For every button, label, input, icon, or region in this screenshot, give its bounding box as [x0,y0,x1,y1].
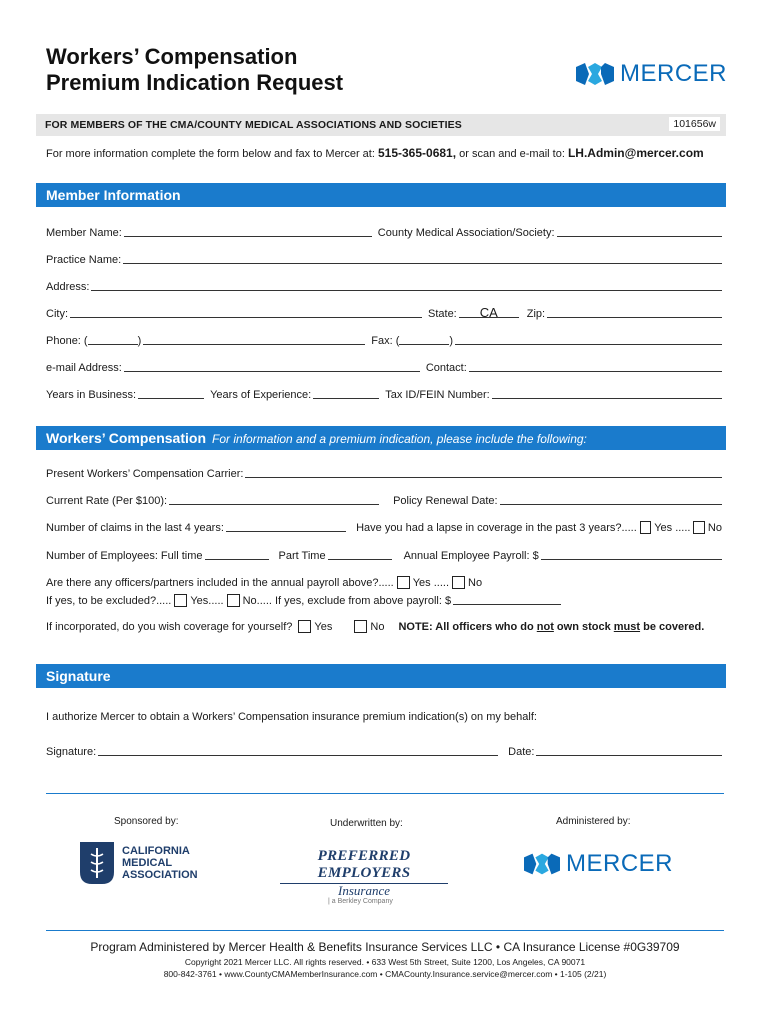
excluded-payroll-field[interactable] [453,593,561,605]
full-time-field[interactable] [205,548,269,560]
wc-subtitle: For information and a premium indication, please include the following: [212,432,587,446]
tax-id-label: Tax ID/FEIN Number: [385,389,490,401]
authorize-row [46,711,722,723]
officers-no-label: No [468,577,483,589]
claims-row [46,520,722,534]
page-title [46,44,343,96]
fax-paren: ) [449,335,454,347]
claims-label: Number of claims in the last 4 years: [46,522,224,534]
rate-row [46,493,722,507]
administered-by-label: Administered by: [556,816,631,827]
preferred-employers-logo [272,848,456,905]
sponsors-divider [46,793,724,794]
excluded-no-checkbox[interactable] [227,594,240,607]
years-row [46,387,722,401]
incorporated-yes-label: Yes [314,621,333,633]
cma-logo [80,842,198,884]
officers-row [46,576,722,589]
phone-row [46,333,722,347]
state-label: State: [428,308,457,320]
carrier-field[interactable] [245,466,722,478]
payroll-field[interactable] [541,548,722,560]
practice-label: Practice Name: [46,254,122,266]
note-not: not [536,621,554,633]
note-post: be covered. [640,621,705,633]
cma-logo-text [122,845,198,881]
fax-area-field[interactable] [399,333,449,345]
mercer-logo [576,60,727,88]
incorporated-row [46,620,722,633]
officers-yes-label: Yes ..... [412,577,450,589]
date-label: Date: [508,746,535,758]
pe-name: PREFERRED EMPLOYERS [317,848,411,881]
sponsored-by-label: Sponsored by: [114,816,179,827]
address-row [46,279,722,293]
mercer-logo-icon [576,63,614,85]
payroll-label: Annual Employee Payroll: $ [403,550,539,562]
city-row [46,306,722,320]
excluded-no-label: No..... If yes, exclude from above payroll: $ [242,595,452,607]
carrier-label: Present Workers’ Compensation Carrier: [46,468,244,480]
lapse-yes-checkbox[interactable] [640,521,651,534]
cma-line-3: ASSOCIATION [122,869,198,881]
incorporated-no-checkbox[interactable] [354,620,367,633]
mercer-logo-footer [524,850,673,878]
members-text: FOR MEMBERS OF THE CMA/COUNTY MEDICAL ASSOCIATIONS AND SOCIETIES [45,119,462,131]
zip-label: Zip: [526,308,546,320]
signature-header [36,664,726,688]
rate-field[interactable] [169,493,379,505]
incorporated-no-label: No [370,621,385,633]
contact-label: Contact: [425,362,467,374]
signature-label: Signature: [46,746,97,758]
footer-divider [46,930,724,931]
member-name-field[interactable] [124,225,372,237]
officers-label: Are there any officers/partners included in the annual payroll above?..... [46,577,394,589]
footer-line-1: Program Administered by Mercer Health & Benefits Insurance Services LLC • CA Insurance License #0G39709 [90,940,680,954]
excluded-label: If yes, to be excluded?..... [46,595,172,607]
lapse-label: Have you had a lapse in coverage in the past 3 years?..... [356,522,637,534]
renewal-field[interactable] [500,493,722,505]
lapse-yes-label: Yes ..... [654,522,691,534]
footer-line-3: 800-842-3761 • www.CountyCMAMemberInsurance.com • CMACounty.Insurance.service@mercer.com • 1-105 (2/21) [163,969,607,979]
fax-field[interactable] [455,333,722,345]
claims-field[interactable] [226,520,346,532]
lapse-no-checkbox[interactable] [693,521,704,534]
title-line-1: Workers’ Compensation [46,44,298,69]
footer-line-2: Copyright 2021 Mercer LLC. All rights reserved. • 633 West 5th Street, Suite 1200, Los Angeles, CA 90071 [184,957,586,967]
excluded-yes-checkbox[interactable] [174,594,187,607]
state-value: CA [479,305,498,320]
incorporated-yes-checkbox[interactable] [298,620,311,633]
full-time-label: Number of Employees: Full time [46,550,203,562]
wc-title [46,430,587,446]
years-experience-field[interactable] [313,387,379,399]
pe-insurance: Insurance [280,883,448,898]
signature-field[interactable] [98,744,498,756]
fax-number: 515-365-0681, [377,146,457,160]
employees-row [46,548,722,562]
note-pre: NOTE: All officers who do [398,621,537,633]
practice-field[interactable] [123,252,722,264]
title-line-2: Premium Indication Request [46,70,344,95]
signature-title: Signature [46,668,111,684]
excluded-row [46,593,722,607]
city-field[interactable] [70,306,422,318]
signature-row [46,744,722,758]
info-line [46,146,704,160]
member-info-header [36,183,726,207]
city-label: City: [46,308,68,320]
member-name-row [46,225,722,239]
email-link[interactable]: LH.Admin@mercer.com [567,146,704,160]
years-experience-label: Years of Experience: [210,389,312,401]
fax-label: Fax: ( [371,335,400,347]
members-banner [36,114,726,136]
underwritten-by-label: Underwritten by: [330,818,403,829]
form-id: 101656w [669,117,720,131]
mercer-footer-text: MERCER [566,850,674,877]
email-label: e-mail Address: [46,362,122,374]
cma-line-2: MEDICAL [122,857,173,869]
phone-paren: ) [137,335,142,347]
incorporated-label: If incorporated, do you wish coverage for yourself? [46,621,293,633]
lapse-no-label: No [707,522,722,534]
phone-field[interactable] [143,333,365,345]
years-business-field[interactable] [138,387,204,399]
officers-note [398,621,704,633]
renewal-label: Policy Renewal Date: [393,495,498,507]
carrier-row [46,466,722,480]
rate-label: Current Rate (Per $100): [46,495,168,507]
member-name-label: Member Name: [46,227,122,239]
note-mid: own stock [553,621,614,633]
mercer-logo-text: MERCER [620,60,728,87]
state-field[interactable] [459,306,519,318]
pe-berkley: | a Berkley Company [328,898,393,905]
authorize-text: I authorize Mercer to obtain a Workers’ Compensation insurance premium indication(s) on my behalf: [46,711,537,723]
member-info-title: Member Information [46,187,181,203]
part-time-label: Part Time [278,550,326,562]
date-field[interactable] [536,744,722,756]
part-time-field[interactable] [328,548,392,560]
address-label: Address: [46,281,90,293]
phone-area-field[interactable] [88,333,138,345]
county-field[interactable] [557,225,723,237]
email-field[interactable] [124,360,420,372]
info-mid: or scan and e-mail to: [456,148,568,160]
wc-header [36,426,726,450]
tax-id-field[interactable] [492,387,722,399]
officers-no-checkbox[interactable] [452,576,465,589]
practice-row [46,252,722,266]
caduceus-icon [80,842,114,884]
info-prefix: For more information complete the form below and fax to Mercer at: [46,148,378,160]
zip-field[interactable] [547,306,722,318]
email-row [46,360,722,374]
years-business-label: Years in Business: [46,389,137,401]
excluded-yes-label: Yes..... [190,595,224,607]
mercer-logo-footer-icon [524,853,560,875]
wc-title-text: Workers’ Compensation [46,430,207,446]
note-must: must [613,621,641,633]
officers-yes-checkbox[interactable] [397,576,410,589]
county-label: County Medical Association/Society: [377,227,555,239]
contact-field[interactable] [469,360,722,372]
cma-line-1: CALIFORNIA [122,845,190,857]
address-field[interactable] [91,279,722,291]
phone-label: Phone: ( [46,335,88,347]
